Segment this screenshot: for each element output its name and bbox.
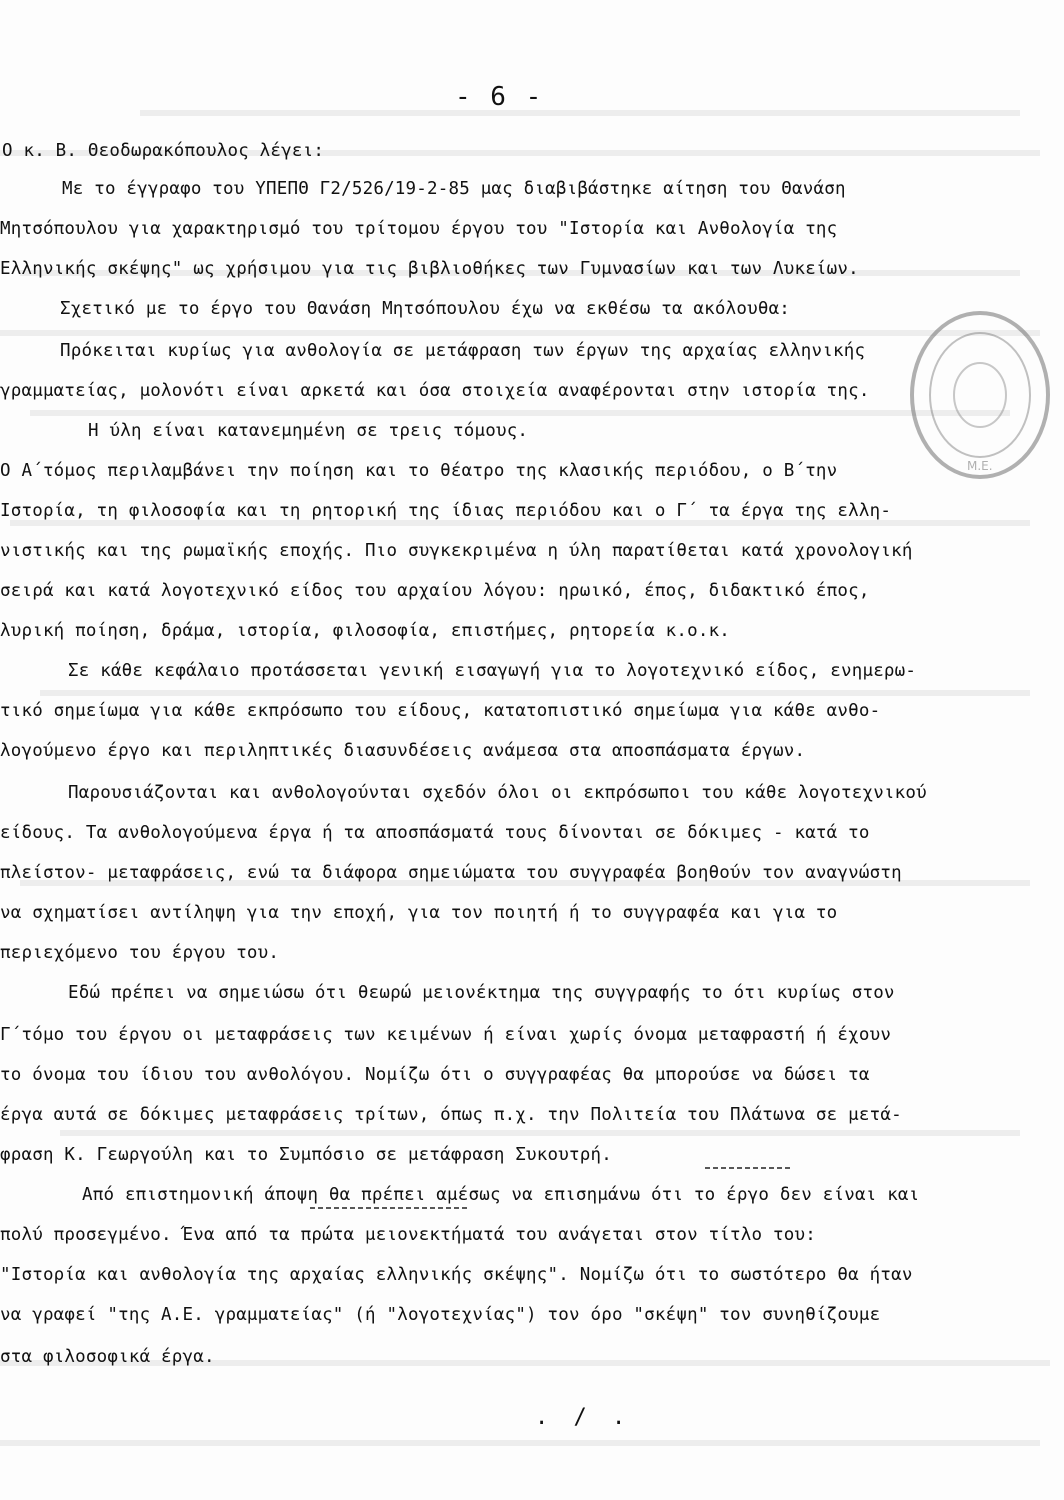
official-stamp <box>905 300 1055 495</box>
text-line: σειρά και κατά λογοτεχνικό είδος του αρχαίου λόγου: ηρωικό, έπος, διδακτικό έπος, <box>0 581 870 601</box>
text-line: Εδώ πρέπει να σημειώσω ότι θεωρώ μειονέκτημα της συγγραφής το ότι κυρίως στον <box>68 983 895 1003</box>
text-line: Σχετικό με το έργο του Θανάση Μητσόπουλου έχω να εκθέσω τα ακόλουθα: <box>60 299 791 319</box>
text-line: Γ΄τόμο του έργου οι μεταφράσεις των κειμένων ή είναι χωρίς όνομα μεταφραστή ή έχουν <box>0 1025 892 1045</box>
text-line: Ο Α΄τόμος περιλαμβάνει την ποίηση και το θέατρο της κλασικής περιόδου, ο Β΄την <box>0 461 838 481</box>
text-line: Σε κάθε κεφάλαιο προτάσσεται γενική εισαγωγή για το λογοτεχνικό είδος, ενημερω- <box>68 661 917 681</box>
text-line: να σχηματίσει αντίληψη για την εποχή, για τον ποιητή ή το συγγραφέα και για το <box>0 903 838 923</box>
text-line: Πρόκειται κυρίως για ανθολογία σε μετάφραση των έργων της αρχαίας ελληνικής <box>60 341 866 361</box>
text-line: Από επιστημονική άποψη θα πρέπει αμέσως να επισημάνω ότι το έργο δεν είναι και <box>82 1185 920 1205</box>
text-line: πλείστον- μεταφράσεις, ενώ τα διάφορα σημειώματα του συγγραφέα βοηθούν τον αναγνώστη <box>0 863 902 883</box>
text-line: Ο κ. Β. Θεοδωρακόπουλος λέγει: <box>2 141 325 161</box>
text-line: Με το έγγραφο του ΥΠΕΠΘ Γ2/526/19-2-85 μας διαβιβάστηκε αίτηση του Θανάση <box>62 179 846 199</box>
text-line: Ελληνικής σκέψης" ως χρήσιμου για τις βιβλιοθήκες των Γυμνασίων και των Λυκείων. <box>0 259 859 279</box>
text-line: είδους. Τα ανθολογούμενα έργα ή τα αποσπάσματά τους δίνονται σε δόκιμες - κατά το <box>0 823 870 843</box>
text-line: περιεχόμενο του έργου του. <box>0 943 280 963</box>
text-line: νιστικής και της ρωμαϊκής εποχής. Πιο συγκεκριμένα η ύλη παρατίθεται κατά χρονολογική <box>0 541 913 561</box>
text-line: φραση Κ. Γεωργούλη και το Συμπόσιο σε μετάφραση Συκουτρή. <box>0 1145 612 1165</box>
text-line: Μητσόπουλου για χαρακτηρισμό του τρίτομου έργου του "Ιστορία και Ανθολογία της <box>0 219 838 239</box>
page-number: - 6 - <box>455 82 544 112</box>
text-line: Ιστορία, τη φιλοσοφία και τη ρητορική της ίδιας περιόδου και ο Γ΄ τα έργα της ελλη- <box>0 501 892 521</box>
text-line: πολύ προσεγμένο. Ένα από τα πρώτα μειονεκτήματά του ανάγεται στον τίτλο του: <box>0 1225 816 1245</box>
text-line: έργα αυτά σε δόκιμες μεταφράσεις τρίτων, όπως π.χ. την Πολιτεία του Πλάτωνα σε μετά- <box>0 1105 902 1125</box>
text-line: τικό σημείωμα για κάθε εκπρόσωπο του είδους, κατατοπιστικό σημείωμα για κάθε ανθο- <box>0 701 881 721</box>
continuation-mark: . / . <box>535 1405 632 1430</box>
text-line: Η ύλη είναι κατανεμημένη σε τρεις τόμους. <box>88 421 529 441</box>
text-line: λυρική ποίηση, δράμα, ιστορία, φιλοσοφία, επιστήμες, ρητορεία κ.ο.κ. <box>0 621 731 641</box>
text-line: στα φιλοσοφικά έργα. <box>0 1347 215 1367</box>
text-line: Παρουσιάζονται και ανθολογούνται σχεδόν όλοι οι εκπρόσωποι του κάθε λογοτεχνικού <box>68 783 927 803</box>
text-line: να γραφεί "της Α.Ε. γραμματείας" (ή "λογοτεχνίας") τον όρο "σκέψη" τον συνηθίζουμε <box>0 1305 881 1325</box>
text-line: "Ιστορία και ανθολογία της αρχαίας ελληνικής σκέψης". Νομίζω ότι το σωστότερο θα ήταν <box>0 1265 913 1285</box>
text-line: γραμματείας, μολονότι είναι αρκετά και όσα στοιχεία αναφέρονται στην ιστορία της. <box>0 381 870 401</box>
text-line: το όνομα του ίδιου του ανθολόγου. Νομίζω ότι ο συγγραφέας θα μπορούσε να δώσει τα <box>0 1065 870 1085</box>
stamp-text: Μ.Ε. <box>967 459 993 473</box>
text-line: λογούμενο έργο και περιληπτικές διασυνδέσεις ανάμεσα στα αποσπάσματα έργων. <box>0 741 806 761</box>
